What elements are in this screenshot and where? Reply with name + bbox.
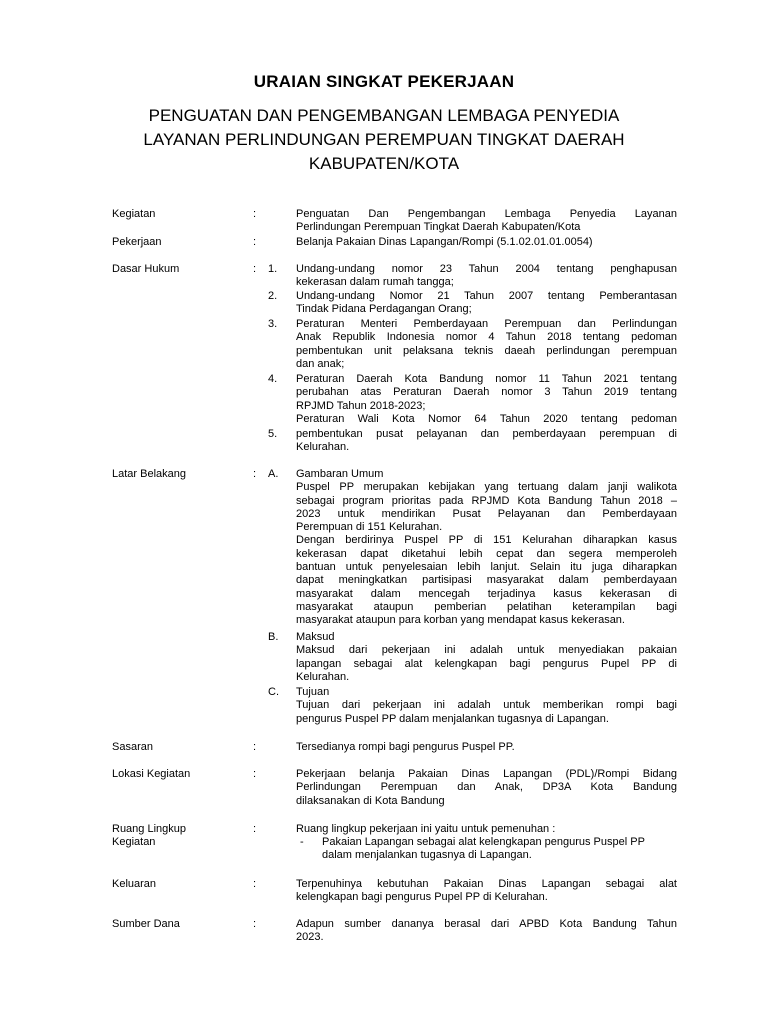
text-line: Peraturan Daerah Kota Bandung nomor 11 Tahun 2021 tentang bbox=[296, 373, 677, 385]
colon: : bbox=[253, 768, 257, 780]
sumber-dana-text bbox=[296, 918, 677, 945]
subsection-gambaran-umum bbox=[296, 468, 677, 628]
text-line: Terpenuhinya kebutuhan Pakaian Dinas Lapangan sebagai alat bbox=[296, 878, 677, 890]
colon: : bbox=[253, 263, 257, 275]
text-line: Tindak Pidana Perdagangan Orang; bbox=[296, 303, 472, 316]
list-number: 2. bbox=[268, 290, 278, 302]
colon: : bbox=[253, 208, 257, 220]
text-line: 2023. bbox=[296, 931, 324, 944]
subtitle-line: KABUPATEN/KOTA bbox=[308, 154, 460, 173]
list-item bbox=[296, 318, 677, 371]
text-line: Dengan berdirinya Puspel PP di 151 Kelurahan diharapkan kasus bbox=[296, 534, 677, 547]
keluaran-label: Keluaran bbox=[112, 878, 157, 890]
list-number: 4. bbox=[268, 373, 278, 385]
list-number: 5. bbox=[268, 428, 278, 440]
sasaran-label: Sasaran bbox=[112, 741, 153, 753]
text-line: Puspel PP merupakan kebijakan yang tertuang dalam janji walikota bbox=[296, 481, 677, 494]
text-line: Tujuan dari pekerjaan ini adalah untuk memberikan rompi bagi bbox=[296, 699, 677, 712]
subsection-letter: B. bbox=[268, 631, 279, 643]
text-line: Maksud dari pekerjaan ini adalah untuk menyediakan pakaian bbox=[296, 644, 677, 657]
text-line: Perempuan di 151 Kelurahan. bbox=[296, 521, 443, 534]
text-line: kelengkapan bagi pengurus Pupel PP di Kelurahan. bbox=[296, 891, 548, 904]
text-line: perubahan atas Peraturan Daerah nomor 3 Tahun 2019 tentang bbox=[296, 386, 677, 399]
text-line: dan anak; bbox=[296, 357, 345, 370]
text-line: Peraturan Menteri Pemberdayaan Perempuan dan Perlindungan bbox=[296, 318, 677, 330]
colon: : bbox=[253, 468, 257, 480]
latar-belakang-label: Latar Belakang bbox=[112, 468, 186, 480]
lokasi-text bbox=[296, 768, 677, 808]
text-line: dilaksanakan di Kota Bandung bbox=[296, 794, 445, 807]
text-line: pengurus Puspel PP dalam menjalankan tugasnya di Lapangan. bbox=[296, 712, 609, 725]
lokasi-label: Lokasi Kegiatan bbox=[112, 768, 191, 780]
text-line: Perlindungan Perempuan dan Anak, DP3A Kota Bandung bbox=[296, 781, 677, 794]
text-line: Adapun sumber dananya berasal dari APBD Kota Bandung Tahun bbox=[296, 918, 677, 930]
subsection-letter: A. bbox=[268, 468, 279, 480]
text-line: dalam menjalankan tugasnya di Lapangan. bbox=[322, 849, 532, 862]
kegiatan-label: Kegiatan bbox=[112, 208, 156, 220]
text-line: sebagai program prioritas pada RPJMD Kota Bandung Tahun 2018 – bbox=[296, 494, 677, 507]
text-line: Pakaian Lapangan sebagai alat kelengkapan pengurus Puspel PP bbox=[322, 836, 645, 848]
ruang-lingkup-label bbox=[112, 823, 247, 850]
colon: : bbox=[253, 878, 257, 890]
text-line: Undang-undang Nomor 21 Tahun 2007 tentang Pemberantasan bbox=[296, 290, 677, 302]
list-number: 1. bbox=[268, 263, 278, 275]
text-line: Penguatan Dan Pengembangan Lembaga Penyedia Layanan bbox=[296, 208, 677, 220]
text-line: masyarakat ataupun para korban yang mendapat kasus kekerasan. bbox=[296, 614, 625, 627]
subsection-maksud bbox=[296, 631, 677, 684]
pekerjaan-text: Belanja Pakaian Dinas Lapangan/Rompi (5.1.02.01.01.0054) bbox=[296, 236, 593, 248]
colon: : bbox=[253, 236, 257, 248]
bullet-dash: - bbox=[300, 836, 304, 848]
ruang-lingkup-item bbox=[322, 836, 677, 863]
list-item bbox=[296, 373, 677, 426]
text-line: 2023 untuk mendirikan Pusat Pelayanan dan Pemberdayaan bbox=[296, 507, 677, 520]
text-line: pembentukan pusat pelayanan dan pemberdayaan perempuan di bbox=[296, 428, 677, 440]
label-line: Ruang Lingkup bbox=[112, 823, 187, 835]
kegiatan-text bbox=[296, 208, 677, 235]
label-line: Kegiatan bbox=[112, 836, 156, 849]
pekerjaan-label: Pekerjaan bbox=[112, 236, 162, 248]
dasar-hukum-label: Dasar Hukum bbox=[112, 263, 180, 275]
keluaran-text bbox=[296, 878, 677, 905]
text-line: masyarakat dalam mencegah terjadinya kasus kekerasan di bbox=[296, 587, 677, 600]
text-line: Pekerjaan belanja Pakaian Dinas Lapangan (PDL)/Rompi Bidang bbox=[296, 768, 677, 780]
subsection-letter: C. bbox=[268, 686, 279, 698]
ruang-lingkup-intro: Ruang lingkup pekerjaan ini yaitu untuk pemenuhan : bbox=[296, 823, 556, 835]
text-line: Perlindungan Perempuan Tingkat Daerah Kabupaten/Kota bbox=[296, 221, 581, 234]
text-line: lapangan sebagai alat kelengkapan bagi pengurus Pupel PP di bbox=[296, 657, 677, 670]
subsection-tujuan bbox=[296, 686, 677, 726]
list-item bbox=[296, 263, 677, 290]
text-line: dapat meningkatkan partisipasi masyarakat dalam pemberdayaan bbox=[296, 574, 677, 587]
colon: : bbox=[253, 918, 257, 930]
colon: : bbox=[253, 823, 257, 835]
list-item bbox=[296, 428, 677, 455]
text-line: kekerasan dalam rumah tangga; bbox=[296, 276, 454, 289]
sumber-dana-label: Sumber Dana bbox=[112, 918, 180, 930]
text-line: Undang-undang nomor 23 Tahun 2004 tentang penghapusan bbox=[296, 263, 677, 275]
text-line: Peraturan Wali Kota Nomor 64 Tahun 2020 tentang pedoman bbox=[296, 412, 677, 425]
text-line: Anak Republik Indonesia nomor 4 Tahun 2018 tentang pedoman bbox=[296, 331, 677, 344]
list-item bbox=[296, 290, 677, 317]
document-title: URAIAN SINGKAT PEKERJAAN bbox=[253, 72, 515, 91]
subsection-heading: Gambaran Umum bbox=[296, 468, 384, 480]
colon: : bbox=[253, 741, 257, 753]
sasaran-text: Tersedianya rompi bagi pengurus Puspel PP. bbox=[296, 741, 515, 753]
list-number: 3. bbox=[268, 318, 278, 330]
text-line: RPJMD Tahun 2018-2023; bbox=[296, 399, 426, 412]
text-line: masyarakat ataupun pemberian pelatihan keterampilan bagi bbox=[296, 600, 677, 613]
subsection-heading: Tujuan bbox=[296, 686, 330, 698]
subtitle-line: PENGUATAN DAN PENGEMBANGAN LEMBAGA PENYEDIA bbox=[148, 106, 620, 125]
text-line: kekerasan dapat diketahui lebih cepat dan segera memperoleh bbox=[296, 547, 677, 560]
subsection-heading: Maksud bbox=[296, 631, 335, 643]
subtitle-line: LAYANAN PERLINDUNGAN PEREMPUAN TINGKAT DAERAH bbox=[143, 130, 625, 149]
text-line: pembentukan unit pelaksana teknis daeah perlindungan perempuan bbox=[296, 344, 677, 357]
text-line: Kelurahan. bbox=[296, 670, 350, 683]
document-subtitle bbox=[100, 104, 668, 176]
text-line: bantuan untuk penyelesaian lebih lanjut. Selain itu juga diharapkan bbox=[296, 561, 677, 574]
text-line: Kelurahan. bbox=[296, 441, 350, 454]
